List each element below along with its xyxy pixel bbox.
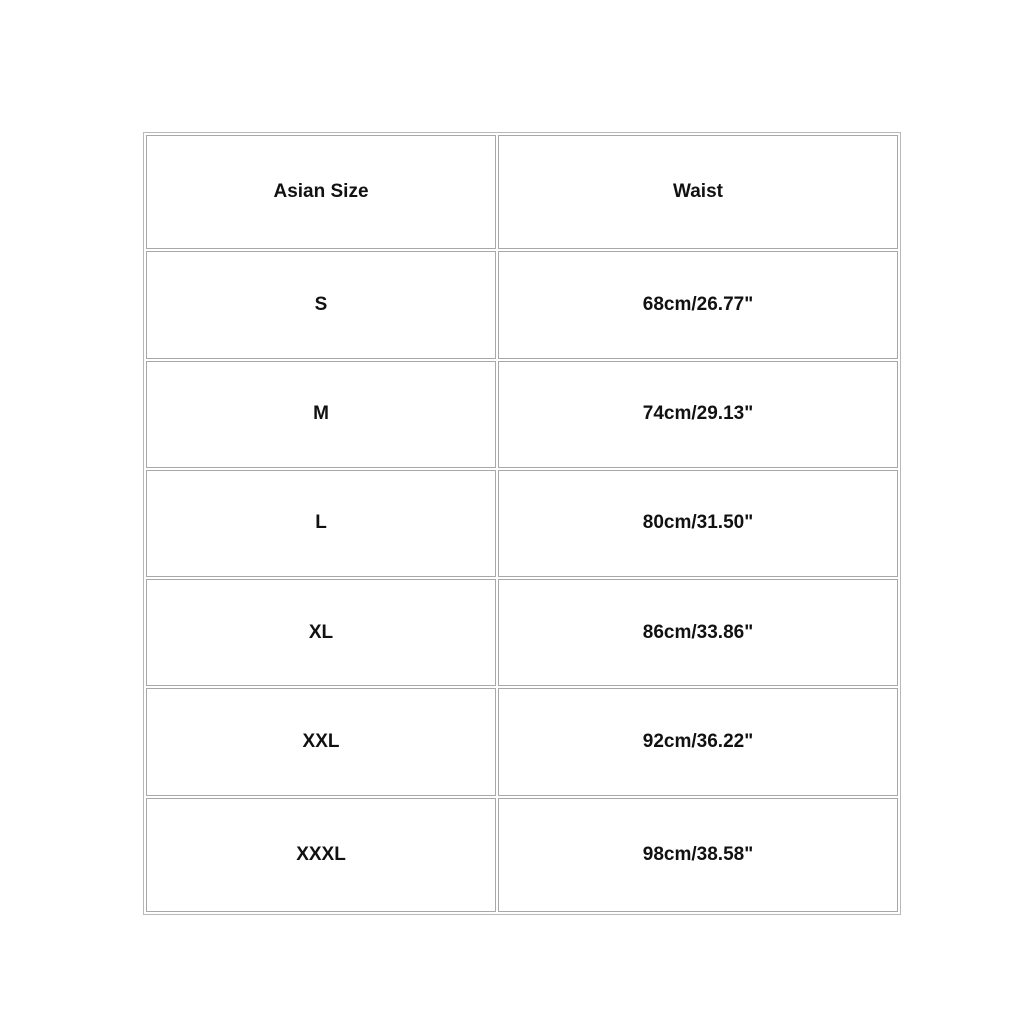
waist-cell: 80cm/31.50" [498, 470, 898, 577]
size-cell: M [146, 361, 496, 468]
table-row [146, 798, 898, 912]
header-waist: Waist [498, 135, 898, 249]
size-cell: L [146, 470, 496, 577]
table-row [146, 688, 898, 795]
table-row [146, 361, 898, 468]
waist-cell: 74cm/29.13" [498, 361, 898, 468]
waist-cell: 92cm/36.22" [498, 688, 898, 795]
size-cell: XXXL [146, 798, 496, 912]
waist-cell: 86cm/33.86" [498, 579, 898, 686]
waist-cell: 98cm/38.58" [498, 798, 898, 912]
size-cell: XL [146, 579, 496, 686]
table-row [146, 470, 898, 577]
table-row [146, 579, 898, 686]
table-header-row [146, 135, 898, 249]
waist-cell: 68cm/26.77" [498, 251, 898, 358]
size-cell: XXL [146, 688, 496, 795]
table-row [146, 251, 898, 358]
size-chart-table [143, 132, 901, 915]
header-asian-size: Asian Size [146, 135, 496, 249]
size-cell: S [146, 251, 496, 358]
